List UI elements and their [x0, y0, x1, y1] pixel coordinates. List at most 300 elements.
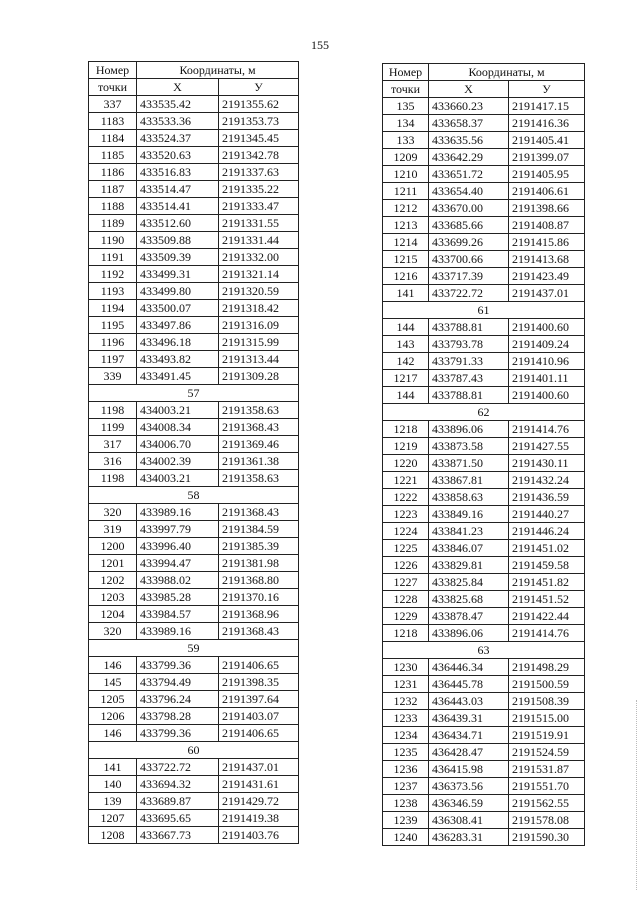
y-coordinate-cell: 2191436.59	[509, 489, 585, 506]
point-number-cell: 1220	[383, 455, 429, 472]
table-row	[383, 812, 585, 829]
page-number: 155	[311, 38, 329, 52]
y-coordinate-cell: 2191437.01	[509, 285, 585, 302]
point-number-cell: 1218	[383, 625, 429, 642]
x-coordinate-cell: 433535.42	[137, 96, 219, 113]
table-row	[383, 353, 585, 370]
table-row	[383, 608, 585, 625]
x-coordinate-cell: 433512.60	[137, 215, 219, 232]
x-coordinate-cell: 436283.31	[429, 829, 509, 846]
point-number-cell: 134	[383, 115, 429, 132]
point-number-cell: 146	[89, 725, 137, 742]
x-coordinate-cell: 433841.23	[429, 523, 509, 540]
section-row	[383, 404, 585, 421]
x-coordinate-cell: 433635.56	[429, 132, 509, 149]
y-coordinate-cell: 2191342.78	[219, 147, 299, 164]
x-coordinate-cell: 436415.98	[429, 761, 509, 778]
section-row	[89, 742, 299, 759]
point-number-cell: 1202	[89, 572, 137, 589]
x-coordinate-cell: 433722.72	[429, 285, 509, 302]
x-coordinate-cell: 433660.23	[429, 98, 509, 115]
point-number-cell: 317	[89, 436, 137, 453]
x-coordinate-cell: 436428.47	[429, 744, 509, 761]
x-coordinate-cell: 433878.47	[429, 608, 509, 625]
y-coordinate-cell: 2191368.96	[219, 606, 299, 623]
table-row	[89, 453, 299, 470]
point-number-cell: 1235	[383, 744, 429, 761]
point-number-cell: 144	[383, 387, 429, 404]
point-number-cell: 320	[89, 623, 137, 640]
table-row	[89, 130, 299, 147]
table-row	[89, 725, 299, 742]
table-row	[383, 149, 585, 166]
table-row	[89, 606, 299, 623]
table-row	[89, 249, 299, 266]
y-coordinate-cell: 2191358.63	[219, 402, 299, 419]
x-coordinate-cell: 433520.63	[137, 147, 219, 164]
y-coordinate-cell: 2191440.27	[509, 506, 585, 523]
table-row	[89, 334, 299, 351]
point-number-cell: 1188	[89, 198, 137, 215]
table-row	[89, 147, 299, 164]
y-coordinate-cell: 2191309.28	[219, 368, 299, 385]
section-label: 60	[89, 742, 299, 759]
point-number-cell: 1225	[383, 540, 429, 557]
y-coordinate-cell: 2191369.46	[219, 436, 299, 453]
coords-header: Координаты, м	[137, 62, 299, 79]
point-number-cell: 144	[383, 319, 429, 336]
y-coordinate-cell: 2191368.80	[219, 572, 299, 589]
point-number-cell: 1190	[89, 232, 137, 249]
section-label: 61	[383, 302, 585, 319]
x-coordinate-cell: 436439.31	[429, 710, 509, 727]
x-coordinate-cell: 433700.66	[429, 251, 509, 268]
y-coordinate-cell: 2191361.38	[219, 453, 299, 470]
section-row	[89, 385, 299, 402]
point-number-cell: 1222	[383, 489, 429, 506]
table-row	[383, 115, 585, 132]
x-coordinate-cell: 436346.59	[429, 795, 509, 812]
point-number-cell: 1197	[89, 351, 137, 368]
y-coordinate-cell: 2191318.42	[219, 300, 299, 317]
y-coordinate-cell: 2191417.15	[509, 98, 585, 115]
point-number-cell: 1206	[89, 708, 137, 725]
table-row	[383, 795, 585, 812]
y-coordinate-cell: 2191384.59	[219, 521, 299, 538]
x-coordinate-cell: 433722.72	[137, 759, 219, 776]
y-coordinate-cell: 2191368.43	[219, 623, 299, 640]
point-number-cell: 1198	[89, 470, 137, 487]
point-number-cell: 1191	[89, 249, 137, 266]
x-coordinate-cell: 433873.58	[429, 438, 509, 455]
table-row	[383, 98, 585, 115]
x-coordinate-cell: 436446.34	[429, 659, 509, 676]
point-number-cell: 320	[89, 504, 137, 521]
x-coordinate-cell: 433796.24	[137, 691, 219, 708]
x-coordinate-cell: 433695.65	[137, 810, 219, 827]
table-row	[89, 232, 299, 249]
x-coordinate-cell: 433514.41	[137, 198, 219, 215]
y-coordinate-cell: 2191410.96	[509, 353, 585, 370]
x-coordinate-cell: 433509.39	[137, 249, 219, 266]
x-coordinate-cell: 436445.78	[429, 676, 509, 693]
y-coordinate-cell: 2191413.68	[509, 251, 585, 268]
y-coordinate-cell: 2191451.82	[509, 574, 585, 591]
table-row	[89, 572, 299, 589]
table-row	[383, 540, 585, 557]
x-coordinate-cell: 433791.33	[429, 353, 509, 370]
x-coordinate-cell: 433825.68	[429, 591, 509, 608]
y-coordinate-cell: 2191430.11	[509, 455, 585, 472]
point-number-cell: 1194	[89, 300, 137, 317]
table-row	[383, 268, 585, 285]
coordinates-table-left	[88, 61, 299, 844]
table-row	[89, 691, 299, 708]
scan-edge-mark	[636, 700, 638, 890]
table-row	[89, 810, 299, 827]
table-row	[383, 829, 585, 846]
table-subheader-row	[89, 79, 299, 96]
point-number-cell: 337	[89, 96, 137, 113]
y-coordinate-cell: 2191353.73	[219, 113, 299, 130]
table-row	[383, 744, 585, 761]
point-number-cell: 1227	[383, 574, 429, 591]
table-row	[383, 183, 585, 200]
point-number-cell: 1215	[383, 251, 429, 268]
table-left-body	[89, 62, 299, 844]
x-coordinate-cell: 433516.83	[137, 164, 219, 181]
y-coordinate-cell: 2191406.61	[509, 183, 585, 200]
table-row	[89, 283, 299, 300]
point-number-cell: 339	[89, 368, 137, 385]
table-row	[89, 538, 299, 555]
table-row	[89, 674, 299, 691]
table-row	[89, 300, 299, 317]
x-coordinate-cell: 433858.63	[429, 489, 509, 506]
coordinates-table-right	[382, 63, 585, 846]
point-number-cell: 1231	[383, 676, 429, 693]
y-coordinate-cell: 2191331.44	[219, 232, 299, 249]
y-coordinate-cell: 2191415.86	[509, 234, 585, 251]
x-header: X	[429, 81, 509, 98]
y-coordinate-cell: 2191331.55	[219, 215, 299, 232]
point-number-cell: 1208	[89, 827, 137, 844]
table-row	[89, 96, 299, 113]
x-coordinate-cell: 433497.86	[137, 317, 219, 334]
section-row	[383, 302, 585, 319]
x-coordinate-cell: 433985.28	[137, 589, 219, 606]
table-row	[89, 759, 299, 776]
point-number-cell: 1185	[89, 147, 137, 164]
x-coordinate-cell: 433997.79	[137, 521, 219, 538]
table-row	[383, 217, 585, 234]
y-coordinate-cell: 2191406.65	[219, 657, 299, 674]
table-row	[89, 368, 299, 385]
table-row	[383, 489, 585, 506]
y-coordinate-cell: 2191332.00	[219, 249, 299, 266]
point-number-cell: 1207	[89, 810, 137, 827]
number-header-line2: точки	[89, 79, 137, 96]
x-coordinate-cell: 433699.26	[429, 234, 509, 251]
y-coordinate-cell: 2191446.24	[509, 523, 585, 540]
y-coordinate-cell: 2191337.63	[219, 164, 299, 181]
point-number-cell: 1209	[383, 149, 429, 166]
y-coordinate-cell: 2191423.49	[509, 268, 585, 285]
table-row	[383, 557, 585, 574]
y-coordinate-cell: 2191414.76	[509, 421, 585, 438]
point-number-cell: 1226	[383, 557, 429, 574]
table-row	[89, 504, 299, 521]
table-row	[89, 793, 299, 810]
point-number-cell: 1212	[383, 200, 429, 217]
x-coordinate-cell: 434006.70	[137, 436, 219, 453]
x-coordinate-cell: 433798.28	[137, 708, 219, 725]
table-row	[383, 676, 585, 693]
x-coordinate-cell: 434002.39	[137, 453, 219, 470]
y-coordinate-cell: 2191405.41	[509, 132, 585, 149]
x-coordinate-cell: 433651.72	[429, 166, 509, 183]
x-coordinate-cell: 433694.32	[137, 776, 219, 793]
x-coordinate-cell: 436308.41	[429, 812, 509, 829]
point-number-cell: 146	[89, 657, 137, 674]
table-row	[89, 657, 299, 674]
x-coordinate-cell: 433514.47	[137, 181, 219, 198]
point-number-cell: 1237	[383, 778, 429, 795]
table-row	[89, 351, 299, 368]
x-coordinate-cell: 433825.84	[429, 574, 509, 591]
y-coordinate-cell: 2191508.39	[509, 693, 585, 710]
point-number-cell: 1233	[383, 710, 429, 727]
x-coordinate-cell: 433499.31	[137, 266, 219, 283]
x-coordinate-cell: 433996.40	[137, 538, 219, 555]
y-coordinate-cell: 2191515.00	[509, 710, 585, 727]
point-number-cell: 140	[89, 776, 137, 793]
table-row	[383, 574, 585, 591]
table-row	[89, 164, 299, 181]
section-label: 63	[383, 642, 585, 659]
point-number-cell: 1187	[89, 181, 137, 198]
y-coordinate-cell: 2191313.44	[219, 351, 299, 368]
point-number-cell: 1195	[89, 317, 137, 334]
point-number-cell: 1211	[383, 183, 429, 200]
y-coordinate-cell: 2191321.14	[219, 266, 299, 283]
point-number-cell: 1230	[383, 659, 429, 676]
coords-header: Координаты, м	[429, 64, 585, 81]
point-number-cell: 1234	[383, 727, 429, 744]
y-coordinate-cell: 2191451.52	[509, 591, 585, 608]
y-coordinate-cell: 2191459.58	[509, 557, 585, 574]
table-row	[383, 523, 585, 540]
point-number-cell: 145	[89, 674, 137, 691]
y-coordinate-cell: 2191405.95	[509, 166, 585, 183]
x-coordinate-cell: 433717.39	[429, 268, 509, 285]
table-row	[89, 521, 299, 538]
point-number-cell: 139	[89, 793, 137, 810]
y-header: У	[219, 79, 299, 96]
x-coordinate-cell: 433667.73	[137, 827, 219, 844]
table-right-body	[383, 64, 585, 846]
point-number-cell: 1192	[89, 266, 137, 283]
table-row	[383, 387, 585, 404]
y-coordinate-cell: 2191370.16	[219, 589, 299, 606]
x-coordinate-cell: 436434.71	[429, 727, 509, 744]
number-header-line2: точки	[383, 81, 429, 98]
y-coordinate-cell: 2191437.01	[219, 759, 299, 776]
x-coordinate-cell: 433685.66	[429, 217, 509, 234]
y-coordinate-cell: 2191409.24	[509, 336, 585, 353]
point-number-cell: 1198	[89, 402, 137, 419]
point-number-cell: 1193	[89, 283, 137, 300]
point-number-cell: 1232	[383, 693, 429, 710]
section-label: 59	[89, 640, 299, 657]
x-coordinate-cell: 433849.16	[429, 506, 509, 523]
point-number-cell: 319	[89, 521, 137, 538]
x-coordinate-cell: 433793.78	[429, 336, 509, 353]
y-coordinate-cell: 2191397.64	[219, 691, 299, 708]
table-row	[383, 727, 585, 744]
y-coordinate-cell: 2191333.47	[219, 198, 299, 215]
table-row	[383, 455, 585, 472]
table-row	[383, 591, 585, 608]
point-number-cell: 1228	[383, 591, 429, 608]
table-row	[383, 625, 585, 642]
table-row	[383, 693, 585, 710]
y-coordinate-cell: 2191316.09	[219, 317, 299, 334]
section-label: 62	[383, 404, 585, 421]
table-row	[383, 132, 585, 149]
x-coordinate-cell: 433984.57	[137, 606, 219, 623]
y-coordinate-cell: 2191315.99	[219, 334, 299, 351]
point-number-cell: 316	[89, 453, 137, 470]
x-coordinate-cell: 434003.21	[137, 470, 219, 487]
x-coordinate-cell: 433493.82	[137, 351, 219, 368]
point-number-cell: 1224	[383, 523, 429, 540]
table-row	[383, 370, 585, 387]
x-coordinate-cell: 433867.81	[429, 472, 509, 489]
point-number-cell: 1203	[89, 589, 137, 606]
y-coordinate-cell: 2191399.07	[509, 149, 585, 166]
y-coordinate-cell: 2191368.43	[219, 419, 299, 436]
point-number-cell: 1199	[89, 419, 137, 436]
y-coordinate-cell: 2191524.59	[509, 744, 585, 761]
table-row	[89, 317, 299, 334]
x-coordinate-cell: 433654.40	[429, 183, 509, 200]
y-coordinate-cell: 2191403.07	[219, 708, 299, 725]
point-number-cell: 142	[383, 353, 429, 370]
y-coordinate-cell: 2191381.98	[219, 555, 299, 572]
table-row	[89, 708, 299, 725]
table-row	[89, 215, 299, 232]
table-row	[383, 319, 585, 336]
x-coordinate-cell: 433871.50	[429, 455, 509, 472]
point-number-cell: 1201	[89, 555, 137, 572]
y-coordinate-cell: 2191416.36	[509, 115, 585, 132]
table-header-row	[383, 64, 585, 81]
x-coordinate-cell: 433500.07	[137, 300, 219, 317]
table-row	[383, 336, 585, 353]
y-header: У	[509, 81, 585, 98]
table-row	[89, 623, 299, 640]
point-number-cell: 141	[383, 285, 429, 302]
table-row	[89, 827, 299, 844]
point-number-cell: 1229	[383, 608, 429, 625]
y-coordinate-cell: 2191368.43	[219, 504, 299, 521]
point-number-cell: 1183	[89, 113, 137, 130]
y-coordinate-cell: 2191335.22	[219, 181, 299, 198]
x-coordinate-cell: 434008.34	[137, 419, 219, 436]
table-row	[89, 555, 299, 572]
point-number-cell: 1239	[383, 812, 429, 829]
y-coordinate-cell: 2191400.60	[509, 319, 585, 336]
point-number-cell: 1238	[383, 795, 429, 812]
x-coordinate-cell: 433670.00	[429, 200, 509, 217]
y-coordinate-cell: 2191320.59	[219, 283, 299, 300]
y-coordinate-cell: 2191398.66	[509, 200, 585, 217]
y-coordinate-cell: 2191451.02	[509, 540, 585, 557]
point-number-cell: 1221	[383, 472, 429, 489]
y-coordinate-cell: 2191562.55	[509, 795, 585, 812]
x-coordinate-cell: 433509.88	[137, 232, 219, 249]
table-row	[383, 659, 585, 676]
x-coordinate-cell: 436373.56	[429, 778, 509, 795]
table-row	[89, 181, 299, 198]
x-coordinate-cell: 433533.36	[137, 113, 219, 130]
x-coordinate-cell: 433788.81	[429, 387, 509, 404]
y-coordinate-cell: 2191578.08	[509, 812, 585, 829]
x-coordinate-cell: 433829.81	[429, 557, 509, 574]
point-number-cell: 1240	[383, 829, 429, 846]
x-coordinate-cell: 433988.02	[137, 572, 219, 589]
table-header-row	[89, 62, 299, 79]
x-coordinate-cell: 433799.36	[137, 657, 219, 674]
point-number-cell: 1216	[383, 268, 429, 285]
y-coordinate-cell: 2191590.30	[509, 829, 585, 846]
point-number-cell: 1200	[89, 538, 137, 555]
x-coordinate-cell: 433524.37	[137, 130, 219, 147]
point-number-cell: 1218	[383, 421, 429, 438]
y-coordinate-cell: 2191358.63	[219, 470, 299, 487]
point-number-cell: 1213	[383, 217, 429, 234]
table-row	[383, 251, 585, 268]
point-number-cell: 1210	[383, 166, 429, 183]
x-coordinate-cell: 433989.16	[137, 504, 219, 521]
table-row	[383, 506, 585, 523]
table-row	[89, 436, 299, 453]
y-coordinate-cell: 2191531.87	[509, 761, 585, 778]
table-row	[89, 419, 299, 436]
table-subheader-row	[383, 81, 585, 98]
y-coordinate-cell: 2191414.76	[509, 625, 585, 642]
y-coordinate-cell: 2191408.87	[509, 217, 585, 234]
x-coordinate-cell: 433846.07	[429, 540, 509, 557]
y-coordinate-cell: 2191551.70	[509, 778, 585, 795]
y-coordinate-cell: 2191385.39	[219, 538, 299, 555]
table-row	[383, 234, 585, 251]
x-coordinate-cell: 433642.29	[429, 149, 509, 166]
table-row	[89, 113, 299, 130]
x-coordinate-cell: 433794.49	[137, 674, 219, 691]
number-header-line1: Номер	[383, 64, 429, 81]
x-coordinate-cell: 433499.80	[137, 283, 219, 300]
table-row	[383, 761, 585, 778]
y-coordinate-cell: 2191427.55	[509, 438, 585, 455]
x-coordinate-cell: 433896.06	[429, 625, 509, 642]
x-coordinate-cell: 433496.18	[137, 334, 219, 351]
y-coordinate-cell: 2191400.60	[509, 387, 585, 404]
point-number-cell: 1186	[89, 164, 137, 181]
point-number-cell: 141	[89, 759, 137, 776]
y-coordinate-cell: 2191406.65	[219, 725, 299, 742]
